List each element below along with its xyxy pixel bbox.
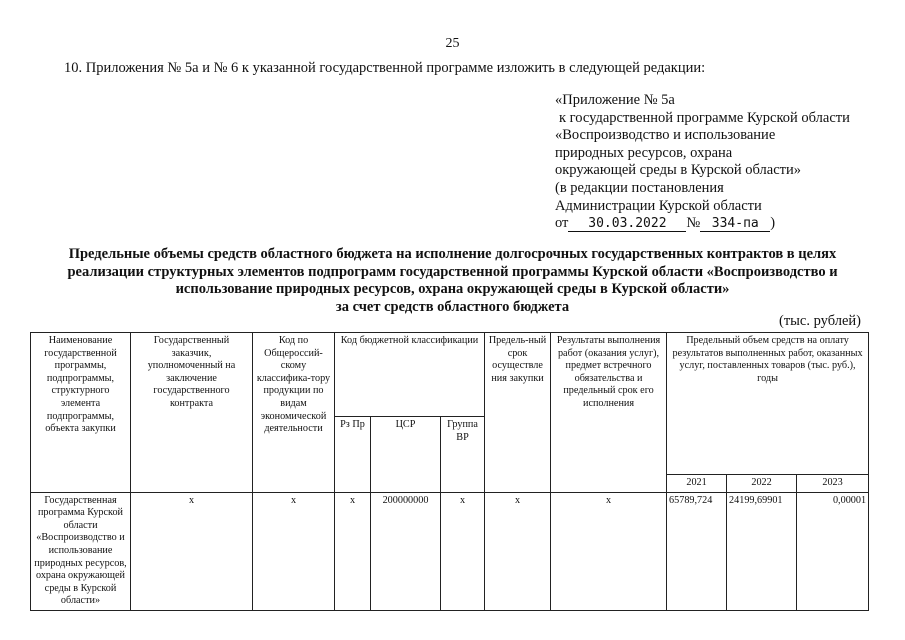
row-2023-value: 0,00001 xyxy=(797,492,869,610)
appendix-line: Администрации Курской области xyxy=(555,197,762,214)
row-deadline: х xyxy=(485,492,551,610)
resolution-date: 30.03.2022 xyxy=(568,216,686,232)
row-results: х xyxy=(551,492,667,610)
title-line: использование природных ресурсов, охрана окружающей среды в Курской области» xyxy=(175,281,730,297)
table-row xyxy=(31,492,869,610)
header-year: 2021 xyxy=(667,475,727,493)
appendix-line: природных ресурсов, охрана xyxy=(555,144,733,161)
row-okpd: х xyxy=(253,492,335,610)
units-label: (тыс. рублей) xyxy=(779,313,861,329)
appendix-block xyxy=(555,92,850,233)
header-group-vr: Группа ВР xyxy=(441,417,485,493)
header-deadline: Предель-ный срок осуществле ния закупки xyxy=(485,333,551,493)
row-2021-value: 65789,724 xyxy=(667,492,727,610)
header-name: Наименование государственной программы, подпрограммы, структурного элемента подпрограммы, объекта закупки xyxy=(31,333,131,493)
row-rz-pr: х xyxy=(335,492,371,610)
header-rz-pr: Рз Пр xyxy=(335,417,371,493)
header-okpd: Код по Общероссий-скому классифика-тору продукции по видам экономической деятельности xyxy=(253,333,335,493)
header-results: Результаты выполнения работ (оказания услуг), предмет встречного обязательства и предельный срок его исполнения xyxy=(551,333,667,493)
appendix-signature-line xyxy=(555,215,850,233)
appendix-line: окружающей среды в Курской области» xyxy=(555,162,802,179)
appendix-line: (в редакции постановления xyxy=(555,179,724,196)
appendix-line: к государственной программе Курской области xyxy=(559,109,850,126)
row-2022-value: 24199,69901 xyxy=(727,492,797,610)
contracts-table xyxy=(30,332,869,611)
row-group-vr: х xyxy=(441,492,485,610)
title-line: за счет средств областного бюджета xyxy=(335,298,570,315)
title-line: реализации структурных элементов подпрограмм государственной программы Курской области «Воспроизводство и xyxy=(67,263,838,280)
header-limit: Предельный объем средств на оплату результатов выполненных работ, оказанных услуг, поставленных товаров (тыс. руб.), годы xyxy=(667,333,869,475)
header-csr: ЦСР xyxy=(371,417,441,493)
header-row xyxy=(31,333,869,417)
header-year: 2023 xyxy=(797,475,869,493)
appendix-line: «Приложение № 5а xyxy=(555,92,675,108)
header-year: 2022 xyxy=(727,475,797,493)
header-customer: Государственный заказчик, уполномоченный на заключение государственного контракта xyxy=(131,333,253,493)
row-csr: 200000000 xyxy=(371,492,441,610)
appendix-line: «Воспроизводство и использование xyxy=(555,127,776,144)
row-name: Государственная программа Курской области «Воспроизводство и использование природных ресурсов, охрана окружающей среды в Курской области» xyxy=(31,492,131,610)
page-number: 25 xyxy=(445,36,460,51)
number-label: № xyxy=(686,215,701,232)
header-budget-code: Код бюджетной классификации xyxy=(335,333,485,417)
clause-text: 10. Приложения № 5а и № 6 к указанной государственной программе изложить в следующей редакции: xyxy=(64,60,706,76)
resolution-number: 334-па xyxy=(700,216,770,232)
document-title xyxy=(20,246,885,316)
title-line: Предельные объемы средств областного бюджета на исполнение долгосрочных государственных контрактов в целях xyxy=(68,246,837,262)
row-customer: х xyxy=(131,492,253,610)
closing-paren: ) xyxy=(770,215,776,232)
from-label: от xyxy=(555,215,569,232)
